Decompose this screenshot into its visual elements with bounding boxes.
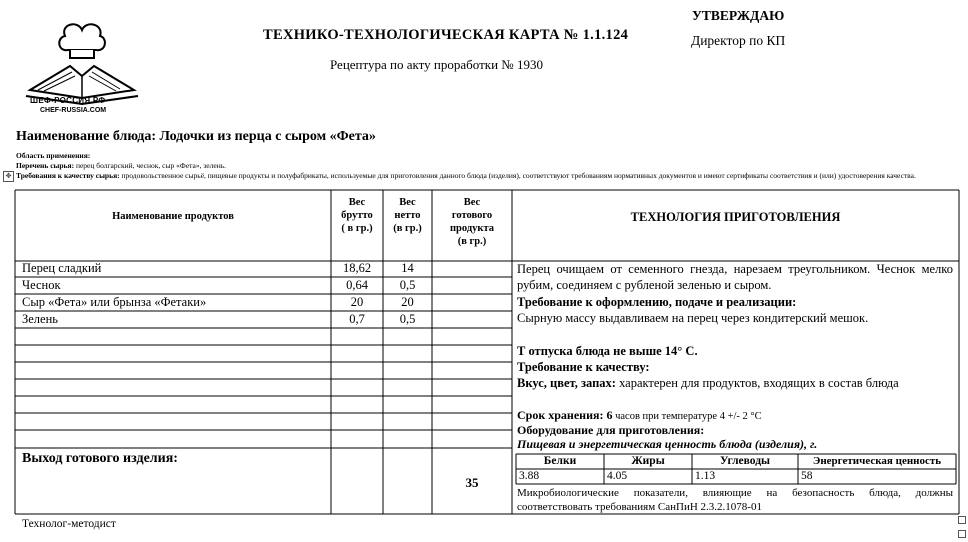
ingredient-brutto: 0,64 xyxy=(346,278,368,292)
taste-color-smell: Вкус, цвет, запах: характерен для продуктов, входящих в состав блюда xyxy=(517,376,899,390)
ingredient-name: Сыр «Фета» или брынза «Фетаки» xyxy=(22,295,207,309)
col-technology-header: ТЕХНОЛОГИЯ ПРИГОТОВЛЕНИЯ xyxy=(630,210,841,224)
paragraph-mark-icon xyxy=(958,530,966,538)
quality-requirements-label: Требование к качеству: xyxy=(517,360,650,374)
logo-text: ШЕФ-РОССИЯ.РФ xyxy=(30,96,106,105)
nutrition-header: Энергетическая ценность xyxy=(812,455,942,467)
table-resize-handle-icon[interactable] xyxy=(958,516,966,524)
technologist-signature: Технолог-методист xyxy=(22,518,116,530)
ingredient-name: Перец сладкий xyxy=(22,261,102,275)
ingredient-name: Чеснок xyxy=(22,278,61,292)
nutrition-header: Углеводы xyxy=(719,455,771,467)
ingredient-brutto: 0,7 xyxy=(349,312,365,326)
serving-temperature: Т отпуска блюда не выше 14° С. xyxy=(517,344,698,358)
nutrition-value: 4.05 xyxy=(607,470,628,482)
col-ready-header: Вес готового продукта (в гр.) xyxy=(450,197,494,247)
ingredient-brutto: 18,62 xyxy=(342,261,372,275)
dish-name: Наименование блюда: Лодочки из перца с сыром «Фета» xyxy=(16,129,376,144)
nutrition-value: 58 xyxy=(801,470,813,482)
recipe-note: Рецептура по акту проработки № 1930 xyxy=(330,57,543,72)
col-products-header: Наименование продуктов xyxy=(112,211,234,222)
raw-materials: Перечень сырья: перец болгарский, чеснок, сыр «Фета», зелень. xyxy=(16,161,227,170)
serving-requirements-label: Требование к оформлению, подаче и реализации: xyxy=(517,295,797,309)
ingredient-netto: 0,5 xyxy=(399,312,416,326)
nutrition-header: Жиры xyxy=(631,455,665,467)
serving-requirements-text: Сырную массу выдавливаем на перец через кондитерский мешок. xyxy=(517,311,869,325)
microbiology-note: Микробиологические показатели, влияющие на безопасность блюда, должны соответствовать требованиям СанПиН 2.3.2.1078-01 xyxy=(517,487,953,513)
ingredient-netto: 14 xyxy=(401,261,414,275)
table-move-handle-icon[interactable]: ✥ xyxy=(3,171,14,182)
card-title: ТЕХНИКО-ТЕХНОЛОГИЧЕСКАЯ КАРТА № 1.1.124 xyxy=(263,27,629,43)
director-label: Директор по КП xyxy=(691,33,786,48)
approve-label: УТВЕРЖДАЮ xyxy=(692,8,785,23)
nutrition-header: Белки xyxy=(543,455,577,467)
storage-time: Срок хранения: 6 часов при температуре 4 +/- 2 °С xyxy=(517,408,762,422)
ingredient-netto: 20 xyxy=(401,295,414,309)
raw-quality-requirements: Требования к качеству сырья: продовольственное сырьё, пищевые продукты и полуфабрикаты, используемые для приготовления данного блюда (изделия), соответствуют требованиям нормативных документов и имеют сертификаты соответствия и (или) удостоверения качества. xyxy=(16,171,916,180)
logo-subtext: CHEF-RUSSIA.COM xyxy=(40,107,107,114)
output-value: 35 xyxy=(465,475,479,490)
ingredient-netto: 0,5 xyxy=(399,278,416,292)
application-area: Область применения: xyxy=(16,151,91,160)
equipment-label: Оборудование для приготовления: xyxy=(517,423,705,437)
ingredient-brutto: 20 xyxy=(350,295,364,309)
nutrition-title: Пищевая и энергетическая ценность блюда (изделия), г. xyxy=(517,437,818,451)
output-label: Выход готового изделия: xyxy=(22,451,178,466)
col-netto-header: Вес нетто (в гр.) xyxy=(393,197,422,234)
nutrition-value: 3.88 xyxy=(519,470,540,482)
col-brutto-header: Вес брутто ( в гр.) xyxy=(341,197,373,234)
ingredient-name: Зелень xyxy=(22,312,58,326)
nutrition-value: 1.13 xyxy=(695,470,716,482)
technology-description: Перец очищаем от семенного гнезда, нарезаем треугольником. Чеснок мелко рубим, соединяем с рубленой зеленью и сыром. xyxy=(517,262,953,292)
